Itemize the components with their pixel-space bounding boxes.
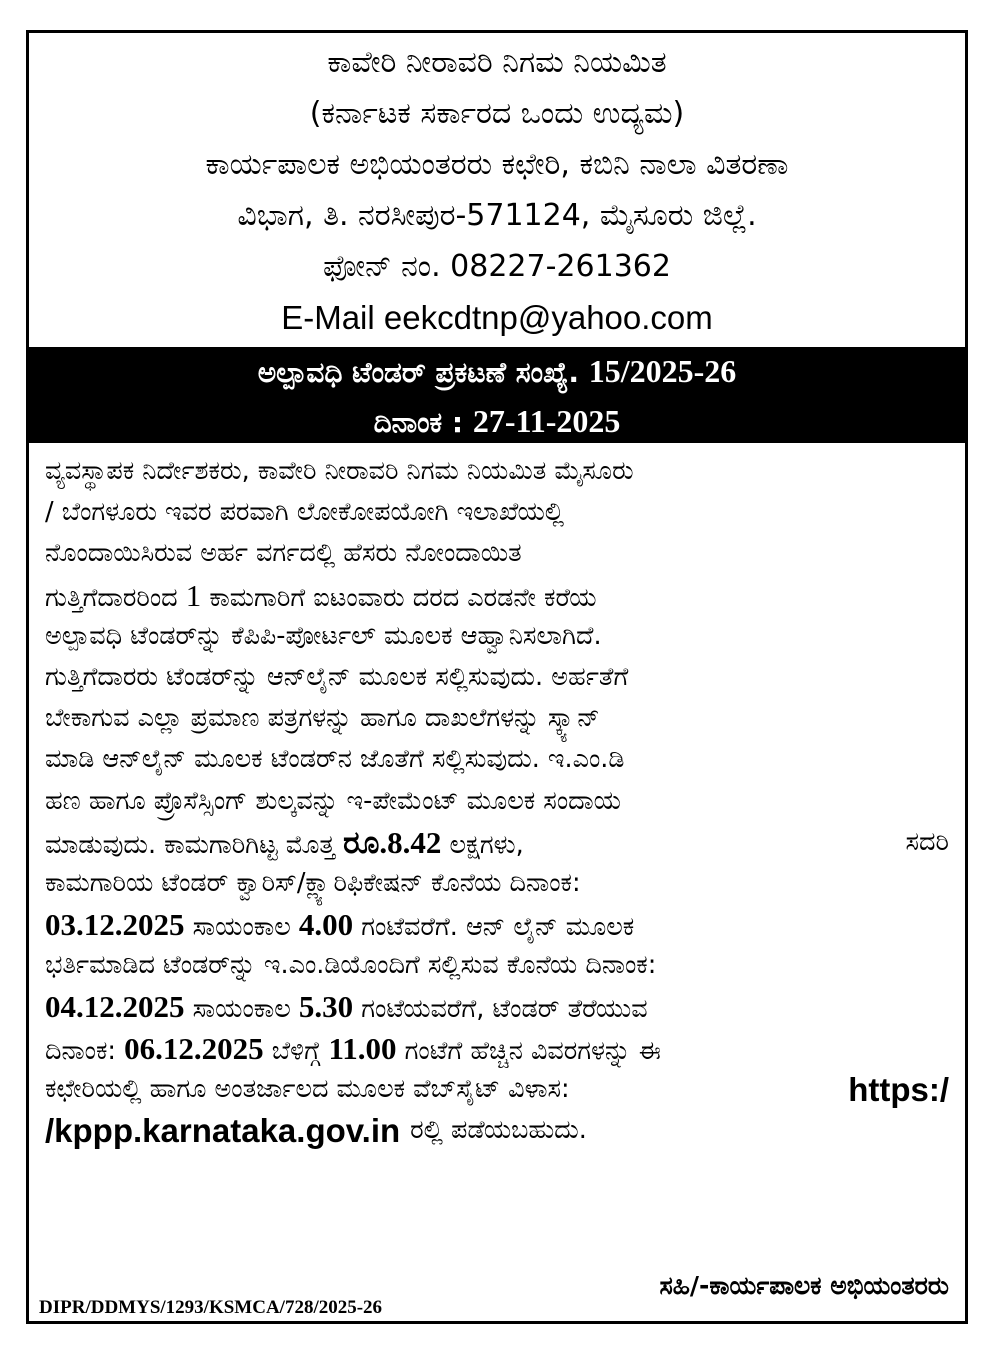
body-text	[45, 986, 648, 1027]
notice-title-band	[29, 347, 965, 443]
reference-number: DIPR/DDMYS/1293/KSMCA/728/2025-26	[39, 1297, 383, 1318]
body-text	[45, 1028, 661, 1069]
body-text-part: ಬೆಳಿಗ್ಗೆ	[271, 1035, 321, 1066]
website-link-start[interactable]: https:/	[848, 1070, 949, 1108]
office-name: ಕಾರ್ಯಪಾಲಕ ಅಭಿಯಂತರರು ಕಛೇರಿ, ಕಬಿನಿ ನಾಲಾ ವಿತರಣಾ	[205, 147, 789, 182]
query-last-date: 03.12.2025	[45, 907, 185, 943]
notice-title-text: ಅಲ್ಪಾವಧಿ ಟೆಂಡರ್ ಪ್ರಕಟಣೆ ಸಂಖ್ಯೆ.	[257, 356, 579, 389]
body-line	[45, 945, 949, 986]
phone-line	[37, 241, 957, 292]
body-text-part: ದಿನಾಂಕ:	[45, 1035, 117, 1066]
body-text: ಹಣ ಹಾಗೂ ಪ್ರೊಸೆಸ್ಸಿಂಗ್ ಶುಲ್ಕವನ್ನು ಇ-ಪೇಮೆಂಟ್ ಮೂಲಕ ಸಂದಾಯ	[45, 785, 621, 816]
email-label: E-Mail	[281, 299, 375, 336]
body-text-part: ಗಂಟೆಯವರೆಗೆ, ಟೆಂಡರ್ ತೆರೆಯುವ	[361, 994, 648, 1025]
opening-date: 06.12.2025	[124, 1030, 264, 1066]
body-text	[45, 822, 524, 863]
body-line	[45, 1028, 949, 1069]
body-text-part: ಸಾಯಂಕಾಲ	[192, 912, 291, 943]
opening-time: 11.00	[328, 1030, 397, 1066]
email-address: eekcdtnp@yahoo.com	[383, 299, 713, 336]
body-text-part: ಸಾಯಂಕಾಲ	[192, 994, 291, 1025]
body-text: ಕಛೇರಿಯಲ್ಲಿ ಹಾಗೂ ಅಂತರ್ಜಾಲದ ಮೂಲಕ ವೆಬ್‌ಸೈಟ್ ವಿಳಾಸ:	[45, 1073, 570, 1104]
body-text-part: ಗಂಟೆವರೆಗೆ. ಆನ್ ಲೈನ್ ಮೂಲಕ	[361, 912, 635, 943]
body-text: ಕಾಮಗಾರಿಯ ಟೆಂಡರ್ ಕ್ವಾರಿಸ್/ಕ್ಲ್ಯಾರಿಫಿಕೇಷನ್ ಕೊನೆಯ ದಿನಾಂಕ:	[45, 867, 581, 898]
body-line	[45, 533, 949, 574]
body-line	[45, 492, 949, 533]
query-last-time: 4.00	[298, 907, 354, 943]
body-line	[45, 739, 949, 780]
notice-date-label: ದಿನಾಂಕ :	[373, 406, 464, 439]
body-line	[45, 1110, 949, 1151]
body-line	[45, 781, 949, 822]
submission-last-time: 5.30	[298, 989, 354, 1025]
body-text: ಗುತ್ತಿಗೆದಾರರು ಟೆಂಡರ್‌ನ್ನು ಆನ್‌ಲೈನ್ ಮೂಲಕ ಸಲ್ಲಿಸುವುದು. ಅರ್ಹತೆಗೆ	[45, 661, 629, 692]
body-text: ಬೇಕಾಗುವ ಎಲ್ಲಾ ಪ್ರಮಾಣ ಪತ್ರಗಳನ್ನು ಹಾಗೂ ದಾಖಲೆಗಳನ್ನು ಸ್ಕ್ಯಾನ್	[45, 703, 600, 734]
body-line	[45, 575, 949, 616]
email-line	[37, 292, 957, 343]
body-line	[45, 1069, 949, 1110]
notice-date-value: 27-11-2025	[472, 403, 621, 439]
body-text-part: ಸದರಿ	[905, 826, 949, 857]
phone-number: 08227-261362	[450, 249, 671, 284]
notice-date	[29, 397, 965, 447]
work-amount: ರೂ.8.42	[343, 824, 442, 860]
body-text-part: ಲಕ್ಷಗಳು,	[449, 829, 524, 860]
body-text: ಮಾಡಿ ಆನ್‌ಲೈನ್ ಮೂಲಕ ಟೆಂಡರ್‌ನ ಜೊತೆಗೆ ಸಲ್ಲಿಸುವುದು. ಇ.ಎಂ.ಡಿ	[45, 744, 625, 775]
submission-last-date: 04.12.2025	[45, 989, 185, 1025]
body-text-part: ಗುತ್ತಿಗೆದಾರರಿಂದ	[45, 582, 178, 613]
phone-label: ಫೋನ್ ನಂ.	[323, 249, 441, 284]
notice-number: 15/2025-26	[588, 353, 737, 389]
office-address: ವಿಭಾಗ, ತಿ. ನರಸೀಪುರ-571124, ಮೈಸೂರು ಜಿಲ್ಲೆ.	[237, 198, 757, 233]
website-link[interactable]: /kppp.karnataka.gov.in	[45, 1112, 401, 1149]
office-header	[37, 37, 957, 349]
body-text-part: ಗಂಟೆಗೆ ಹೆಚ್ಚಿನ ವಿವರಗಳನ್ನು ಈ	[404, 1035, 661, 1066]
body-line	[45, 616, 949, 657]
body-text-part: ಕಾಮಗಾರಿಗೆ ಐಟಂವಾರು ದರದ ಎರಡನೇ ಕರೆಯ	[209, 582, 597, 613]
body-text: ಅಲ್ಪಾವಧಿ ಟೆಂಡರ್‌ನ್ನು ಕೆಪಿಪಿ-ಪೋರ್ಟಲ್ ಮೂಲಕ ಆಹ್ವಾನಿಸಲಾಗಿದೆ.	[45, 620, 602, 651]
body-text: ಭರ್ತಿಮಾಡಿದ ಟೆಂಡರ್‌ನ್ನು ಇ.ಎಂ.ಡಿಯೊಂದಿಗೆ ಸಲ್ಲಿಸುವ ಕೊನೆಯ ದಿನಾಂಕ:	[45, 950, 657, 981]
organization-subtitle: (ಕರ್ನಾಟಕ ಸರ್ಕಾರದ ಒಂದು ಉದ್ಯಮ)	[309, 96, 685, 131]
body-line	[45, 698, 949, 739]
body-text: ರಲ್ಲಿ ಪಡೆಯಬಹುದು.	[410, 1115, 587, 1145]
body-text: ವ್ಯವಸ್ಥಾಪಕ ನಿರ್ದೇಶಕರು, ಕಾವೇರಿ ನೀರಾವರಿ ನಿಗಮ ನಿಯಮಿತ ಮೈಸೂರು	[45, 456, 634, 486]
notice-body	[45, 451, 949, 1151]
body-line	[45, 657, 949, 698]
organization-name: ಕಾವೇರಿ ನೀರಾವರಿ ನಿಗಮ ನಿಯಮಿತ	[327, 45, 667, 80]
notice-title	[29, 347, 965, 397]
body-text	[45, 904, 634, 945]
body-text: ನೊಂದಾಯಿಸಿರುವ ಅರ್ಹ ವರ್ಗದಲ್ಲಿ ಹೆಸರು ನೋಂದಾಯಿತ	[45, 538, 522, 569]
body-text-part: ಮಾಡುವುದು. ಕಾಮಗಾರಿಗಿಟ್ಟ ಮೊತ್ತ	[45, 829, 336, 860]
work-count: 1	[185, 577, 202, 613]
body-line	[45, 822, 949, 863]
body-line	[45, 986, 949, 1027]
body-line	[45, 863, 949, 904]
body-line	[45, 451, 949, 492]
body-line	[45, 904, 949, 945]
advertisement-frame	[26, 30, 968, 1324]
body-text: / ಬೆಂಗಳೂರು ಇವರ ಪರವಾಗಿ ಲೋಕೋಪಯೋಗಿ ಇಲಾಖೆಯಲ್ಲಿ	[45, 497, 565, 528]
body-text	[45, 575, 597, 616]
signature: ಸಹಿ/-ಕಾರ್ಯಪಾಲಕ ಅಭಿಯಂತರರು	[659, 1271, 949, 1300]
